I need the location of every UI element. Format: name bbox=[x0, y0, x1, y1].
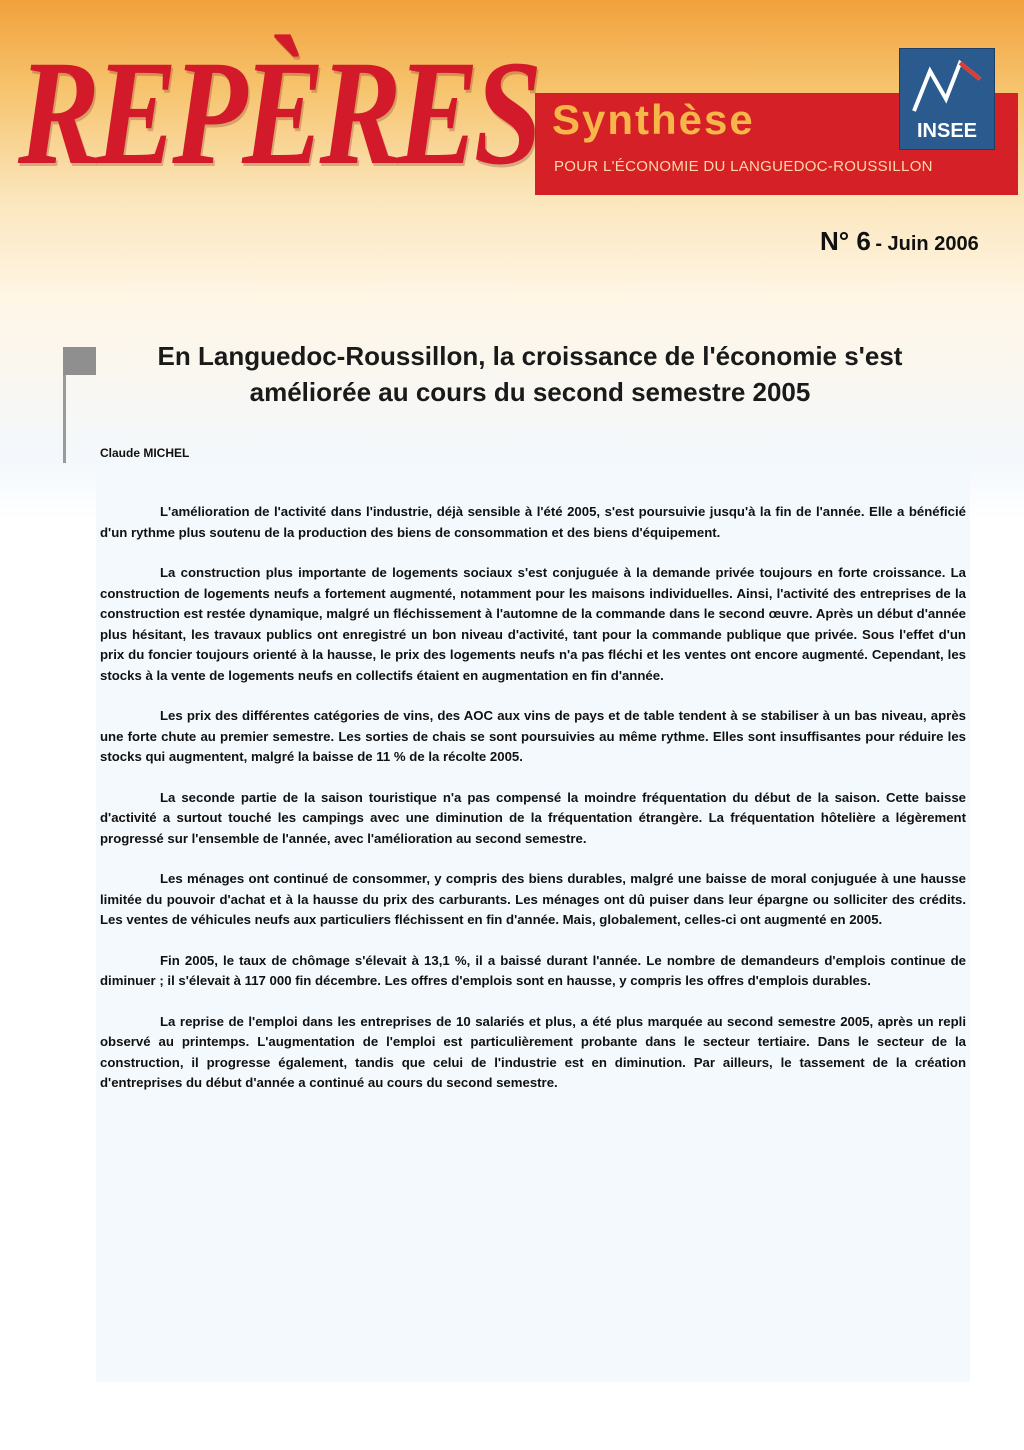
issue-info bbox=[820, 226, 979, 257]
paragraph-2: La construction plus importante de logements sociaux s'est conjuguée à la demande privée toujours en forte croissance. La construction de logements neufs a fortement augmenté, notamment pour les maisons individuelles. Ainsi, l'activité des entreprises de la construction est restée dynamique, malgré un fléchissement à l'automne de la commande dans le second œuvre. Après un début d'année plus hésitant, les travaux publics ont enregistré un bon niveau d'activité, tant pour la commande publique que privée. Sous l'effet d'un prix du foncier toujours orienté à la hausse, le prix des logements neufs n'a pas fléchi et les ventes ont encore augmenté. Cependant, les stocks à la vente de logements neufs en collectifs étaient en augmentation en fin d'année. bbox=[100, 565, 966, 683]
article-title: En Languedoc-Roussillon, la croissance de l'économie s'est améliorée au cours du second semestre 2005 bbox=[157, 341, 903, 407]
insee-logo bbox=[899, 48, 995, 150]
paragraph-1: L'amélioration de l'activité dans l'industrie, déjà sensible à l'été 2005, s'est poursuivie jusqu'à la fin de l'année. Elle a bénéficié d'un rythme plus soutenu de la production des biens de consommation et des biens d'équipement. bbox=[100, 504, 966, 540]
article-body bbox=[100, 502, 966, 1114]
insee-label: INSEE bbox=[916, 120, 978, 142]
title-marker bbox=[63, 347, 96, 375]
paragraph-4: La seconde partie de la saison touristique n'a pas compensé la moindre fréquentation du début de la saison. Cette baisse d'activité a surtout touché les campings avec une diminution de la fréquentation étrangère. La fréquentation hôtelière a légèrement progressé sur l'ensemble de l'année, avec l'amélioration au second semestre. bbox=[100, 789, 966, 846]
issue-date: - Juin 2006 bbox=[875, 233, 979, 255]
series-name: Synthèse bbox=[552, 96, 755, 143]
masthead-subtitle: POUR L'ÉCONOMIE DU LANGUEDOC-ROUSSILLON bbox=[554, 158, 933, 175]
paragraph-6: Fin 2005, le taux de chômage s'élevait à 13,1 %, il a baissé durant l'année. Le nombre de demandeurs d'emplois continue de diminuer ; il s'élevait à 117 000 fin décembre. Les offres d'emplois sont en hausse, y compris les offres d'emplois durables. bbox=[100, 952, 966, 988]
issue-number: N° 6 bbox=[820, 226, 871, 256]
insee-emblem-icon bbox=[900, 49, 994, 119]
paragraph-7: La reprise de l'emploi dans les entreprises de 10 salariés et plus, a été plus marquée au second semestre 2005, après un repli observé au printemps. L'augmentation de l'emploi est particulièrement probante dans le secteur tertiaire. Dans le secteur de la construction, il progresse également, tandis que celui de l'industrie est en diminution. Par ailleurs, le tassement de la création d'entreprises du début d'année a continué au cours du second semestre. bbox=[100, 1013, 966, 1090]
reperes-logo: REPÈRES bbox=[18, 30, 538, 196]
paragraph-3: Les prix des différentes catégories de vins, des AOC aux vins de pays et de table tendent à se stabiliser à un bas niveau, après une forte chute au premier semestre. Les sorties de chais se sont poursuivies au même rythme. Elles sont insuffisantes pour réduire les stocks qui augmentent, malgré la baisse de 11 % de la récolte 2005. bbox=[100, 708, 966, 764]
article-author: Claude MICHEL bbox=[100, 446, 190, 460]
title-marker-line bbox=[63, 375, 66, 463]
paragraph-5: Les ménages ont continué de consommer, y compris des biens durables, malgré une baisse de moral conjuguée à une hausse limitée du pouvoir d'achat et à la hausse du prix des carburants. Les ménages ont dû puiser dans leur épargne ou solliciter des crédits. Les ventes de véhicules neufs aux particuliers fléchissent en fin d'année. Mais, globalement, celles-ci ont augmenté en 2005. bbox=[100, 871, 966, 927]
